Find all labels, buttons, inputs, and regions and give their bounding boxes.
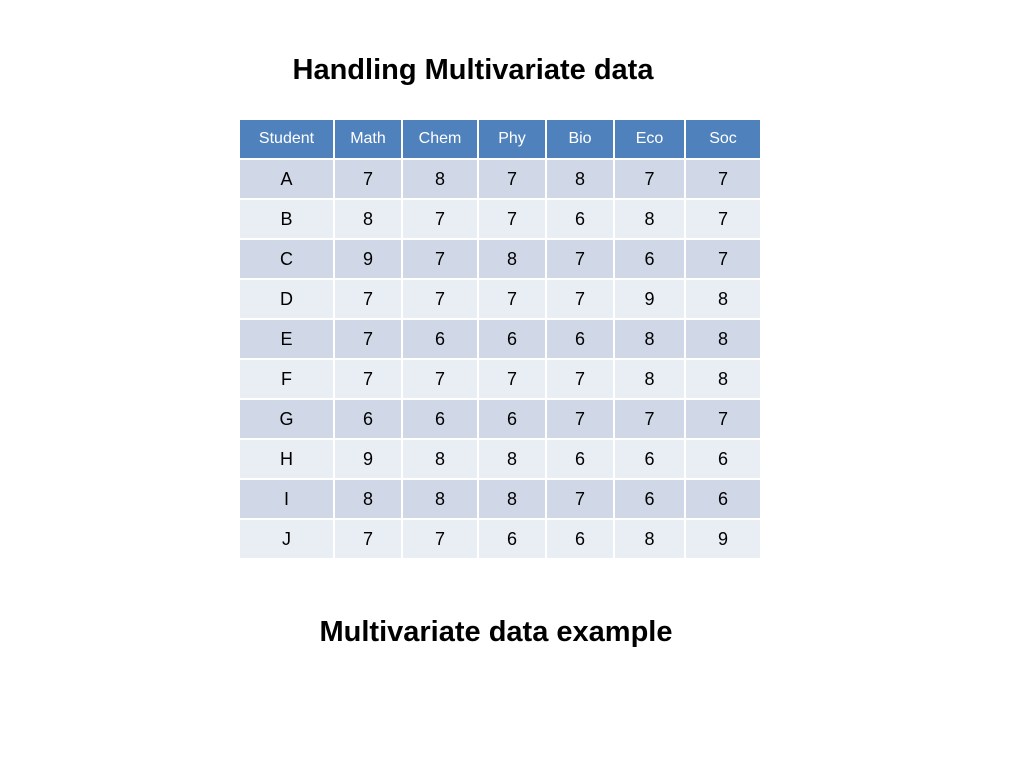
cell-bio: 7	[546, 239, 614, 279]
cell-eco: 7	[614, 159, 685, 199]
slide-title: Handling Multivariate data	[292, 54, 654, 86]
header-row	[239, 119, 761, 159]
header-chem: Chem	[402, 119, 478, 159]
cell-eco: 8	[614, 359, 685, 399]
cell-math: 6	[334, 399, 402, 439]
multivariate-data-table	[238, 118, 762, 560]
table-row	[239, 359, 761, 399]
cell-bio: 6	[546, 319, 614, 359]
cell-eco: 9	[614, 279, 685, 319]
table-row	[239, 279, 761, 319]
cell-phy: 6	[478, 519, 546, 559]
cell-soc: 9	[685, 519, 761, 559]
header-phy: Phy	[478, 119, 546, 159]
cell-math: 8	[334, 199, 402, 239]
table-body	[239, 159, 761, 559]
cell-math: 8	[334, 479, 402, 519]
cell-math: 7	[334, 319, 402, 359]
cell-phy: 8	[478, 239, 546, 279]
cell-student: D	[239, 279, 334, 319]
header-bio: Bio	[546, 119, 614, 159]
cell-chem: 7	[402, 359, 478, 399]
cell-math: 7	[334, 159, 402, 199]
cell-math: 7	[334, 519, 402, 559]
cell-soc: 7	[685, 199, 761, 239]
cell-chem: 7	[402, 519, 478, 559]
cell-soc: 7	[685, 399, 761, 439]
table-row	[239, 319, 761, 359]
cell-student: B	[239, 199, 334, 239]
cell-soc: 7	[685, 239, 761, 279]
cell-bio: 6	[546, 199, 614, 239]
cell-bio: 7	[546, 399, 614, 439]
cell-chem: 7	[402, 239, 478, 279]
cell-eco: 8	[614, 519, 685, 559]
cell-phy: 8	[478, 479, 546, 519]
header-student: Student	[239, 119, 334, 159]
cell-bio: 7	[546, 279, 614, 319]
cell-phy: 7	[478, 199, 546, 239]
cell-phy: 8	[478, 439, 546, 479]
cell-student: C	[239, 239, 334, 279]
cell-chem: 6	[402, 319, 478, 359]
cell-student: H	[239, 439, 334, 479]
cell-phy: 6	[478, 319, 546, 359]
table-row	[239, 439, 761, 479]
cell-chem: 7	[402, 199, 478, 239]
table-row	[239, 479, 761, 519]
cell-soc: 8	[685, 319, 761, 359]
table-row	[239, 399, 761, 439]
cell-chem: 8	[402, 479, 478, 519]
table-row	[239, 239, 761, 279]
table-row	[239, 159, 761, 199]
cell-eco: 7	[614, 399, 685, 439]
header-math: Math	[334, 119, 402, 159]
table-row	[239, 519, 761, 559]
cell-eco: 6	[614, 439, 685, 479]
cell-math: 9	[334, 239, 402, 279]
cell-soc: 8	[685, 279, 761, 319]
cell-student: F	[239, 359, 334, 399]
cell-bio: 7	[546, 359, 614, 399]
cell-chem: 8	[402, 159, 478, 199]
table-header	[239, 119, 761, 159]
cell-bio: 6	[546, 519, 614, 559]
table-row	[239, 199, 761, 239]
cell-phy: 7	[478, 359, 546, 399]
cell-bio: 8	[546, 159, 614, 199]
cell-phy: 7	[478, 159, 546, 199]
cell-math: 7	[334, 279, 402, 319]
cell-student: G	[239, 399, 334, 439]
cell-soc: 8	[685, 359, 761, 399]
cell-bio: 6	[546, 439, 614, 479]
cell-student: J	[239, 519, 334, 559]
cell-math: 9	[334, 439, 402, 479]
cell-chem: 8	[402, 439, 478, 479]
cell-phy: 7	[478, 279, 546, 319]
cell-chem: 6	[402, 399, 478, 439]
cell-math: 7	[334, 359, 402, 399]
cell-eco: 8	[614, 199, 685, 239]
header-soc: Soc	[685, 119, 761, 159]
cell-eco: 6	[614, 479, 685, 519]
cell-student: A	[239, 159, 334, 199]
cell-eco: 8	[614, 319, 685, 359]
slide-caption: Multivariate data example	[319, 616, 673, 648]
header-eco: Eco	[614, 119, 685, 159]
cell-soc: 6	[685, 439, 761, 479]
cell-phy: 6	[478, 399, 546, 439]
cell-student: E	[239, 319, 334, 359]
cell-soc: 7	[685, 159, 761, 199]
cell-soc: 6	[685, 479, 761, 519]
cell-bio: 7	[546, 479, 614, 519]
cell-eco: 6	[614, 239, 685, 279]
cell-student: I	[239, 479, 334, 519]
cell-chem: 7	[402, 279, 478, 319]
